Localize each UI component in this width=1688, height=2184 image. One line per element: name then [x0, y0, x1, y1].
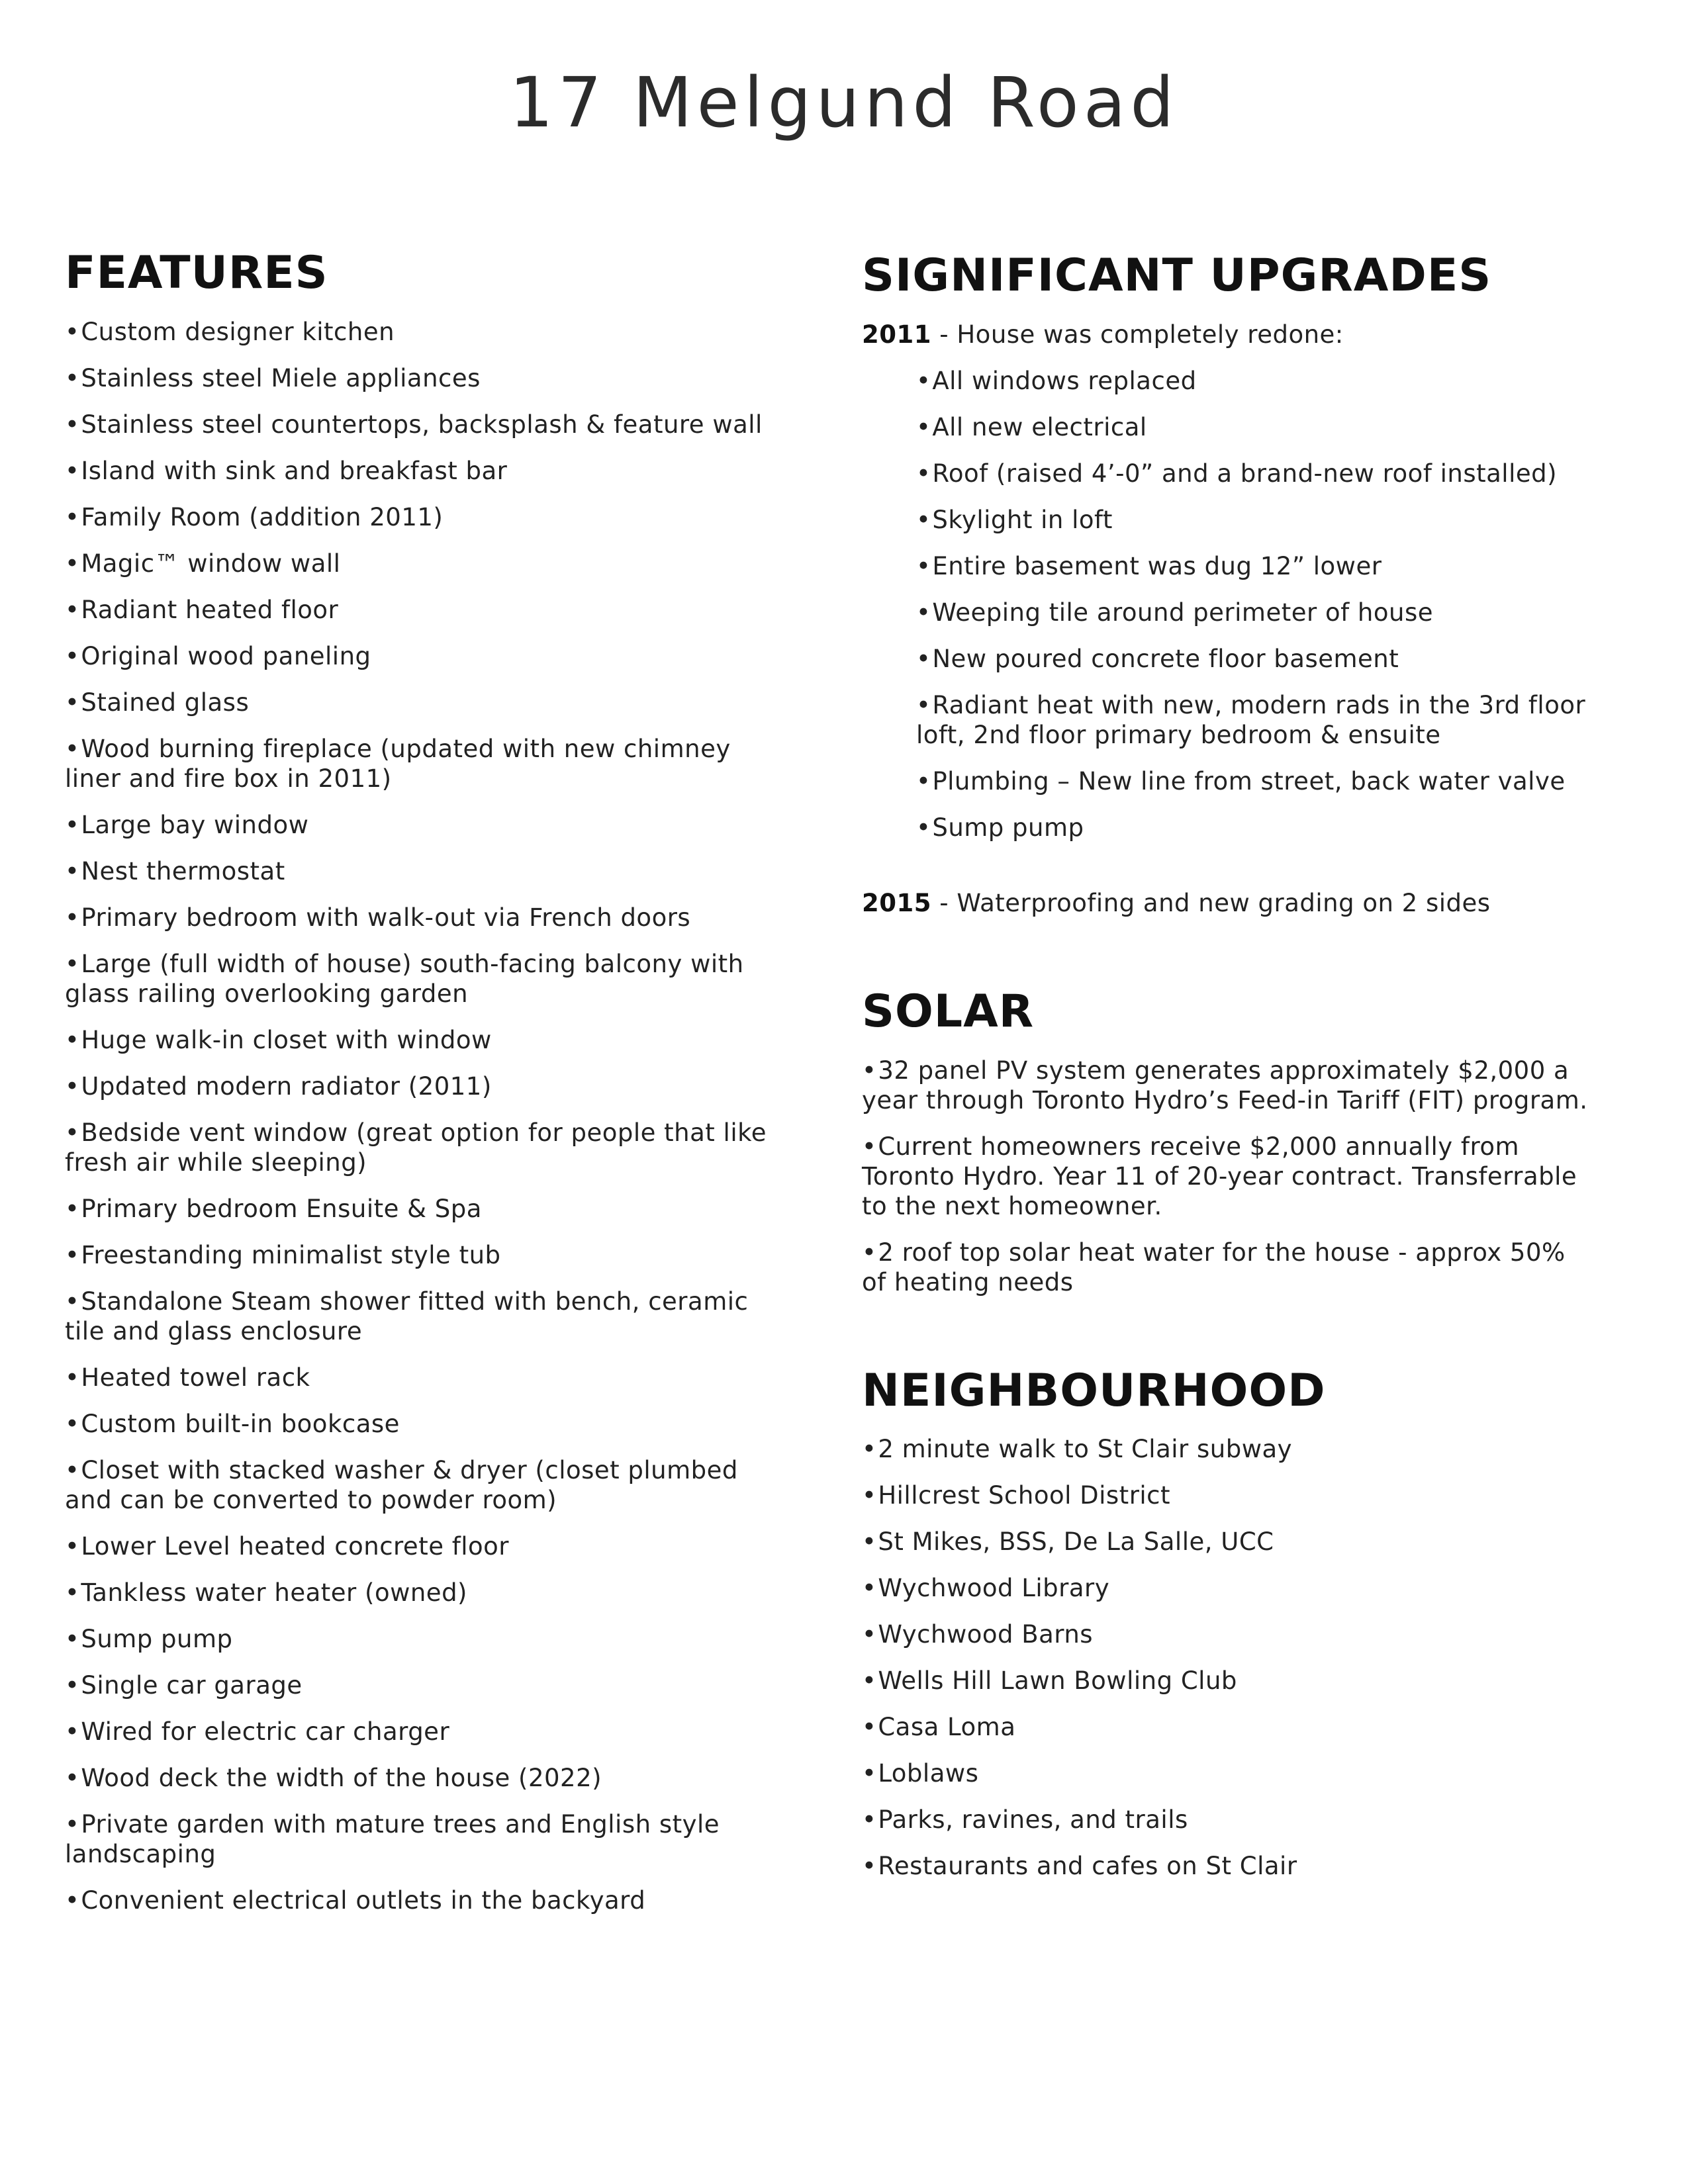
list-item: [862, 1480, 1597, 1510]
bullet: •: [862, 1805, 877, 1835]
list-item: [65, 1240, 793, 1270]
list-item: [65, 1071, 793, 1101]
list-item: [916, 598, 1597, 627]
upgrade-text: Roof (raised 4’-0” and a brand-new roof installed): [932, 459, 1558, 488]
upgrade-text: Sump pump: [932, 813, 1084, 842]
bullet: •: [862, 1481, 877, 1510]
neighbourhood-text: Loblaws: [878, 1759, 979, 1788]
feature-text: Island with sink and breakfast bar: [81, 456, 508, 485]
feature-text: Convenient electrical outlets in the backyard: [81, 1886, 646, 1915]
upgrades-list: [862, 366, 1597, 842]
list-item: [65, 1118, 793, 1177]
bullet: •: [916, 644, 931, 673]
neighbourhood-text: Wychwood Library: [878, 1574, 1110, 1603]
bullet: •: [65, 856, 80, 886]
list-item: [65, 1670, 793, 1700]
list-item: [916, 412, 1597, 442]
right-column: [862, 249, 1597, 1897]
features-section: [65, 249, 793, 1932]
list-item: [862, 1758, 1597, 1788]
feature-text: Tankless water heater (owned): [81, 1578, 467, 1607]
neighbourhood-text: Restaurants and cafes on St Clair: [878, 1852, 1297, 1881]
bullet: •: [65, 1287, 80, 1316]
bullet: •: [862, 1759, 877, 1788]
features-heading: FEATURES: [65, 247, 328, 299]
list-item: [65, 856, 793, 886]
feature-text: Primary bedroom Ensuite & Spa: [81, 1194, 482, 1223]
list-item: [65, 1886, 793, 1915]
bullet: •: [65, 688, 80, 717]
feature-text: Wired for electric car charger: [81, 1717, 450, 1746]
feature-text: Heated towel rack: [81, 1363, 310, 1392]
bullet: •: [862, 1666, 877, 1696]
spacer: [862, 934, 1597, 987]
list-item: [862, 1434, 1597, 1464]
bullet: •: [916, 551, 931, 580]
bullet: •: [862, 1574, 877, 1603]
upgrade-2015-line: [862, 888, 1597, 918]
feature-text: Radiant heated floor: [81, 595, 339, 624]
neighbourhood-text: 2 minute walk to St Clair subway: [878, 1435, 1293, 1464]
upgrade-2011-line: [862, 320, 1597, 349]
list-item: [65, 595, 793, 625]
list-item: [862, 1132, 1597, 1221]
feature-text: Wood burning fireplace (updated with new chimney liner and fire box in 2011): [65, 734, 731, 793]
feature-text: Sump pump: [81, 1624, 233, 1653]
upgrades-section: [862, 251, 1597, 918]
list-item: [65, 549, 793, 578]
list-item: [862, 1712, 1597, 1742]
bullet: •: [65, 1409, 80, 1438]
bullet: •: [65, 317, 80, 346]
bullet: •: [65, 1025, 80, 1054]
solar-text: 2 roof top solar heat water for the house - approx 50% of heating needs: [862, 1238, 1566, 1297]
feature-text: Stained glass: [81, 688, 250, 717]
upgrade-text: All windows replaced: [932, 366, 1197, 395]
solar-section: [862, 987, 1597, 1297]
solar-text: Current homeowners receive $2,000 annually from Toronto Hydro. Year 11 of 20-year contract. Transferrable to the next homeowner.: [862, 1132, 1577, 1220]
bullet: •: [65, 1670, 80, 1700]
bullet: •: [65, 1240, 80, 1269]
upgrade-text: Radiant heat with new, modern rads in the 3rd floor loft, 2nd floor primary bedroom & ensuite: [916, 690, 1586, 749]
features-list: [65, 317, 793, 1915]
neighbourhood-text: St Mikes, BSS, De La Salle, UCC: [878, 1527, 1274, 1557]
neighbourhood-section: [862, 1364, 1597, 1882]
bullet: •: [862, 1852, 877, 1881]
feature-text: Large (full width of house) south-facing balcony with glass railing overlooking garden: [65, 949, 744, 1008]
list-item: [916, 813, 1597, 842]
feature-text: Updated modern radiator (2011): [81, 1071, 492, 1101]
feature-text: Nest thermostat: [81, 856, 285, 886]
feature-text: Huge walk-in closet with window: [81, 1025, 492, 1054]
upgrade-year-text: - House was completely redone:: [931, 320, 1344, 349]
bullet: •: [916, 690, 931, 719]
list-item: [65, 1624, 793, 1654]
upgrade-text: Plumbing – New line from street, back water valve: [932, 766, 1566, 796]
list-item: [862, 1056, 1597, 1115]
feature-text: Stainless steel countertops, backsplash & feature wall: [81, 410, 763, 439]
bullet: •: [65, 1071, 80, 1101]
bullet: •: [65, 810, 80, 839]
list-item: [65, 734, 793, 794]
upgrade-text: New poured concrete floor basement: [932, 644, 1399, 673]
neighbourhood-text: Hillcrest School District: [878, 1481, 1171, 1510]
feature-text: Original wood paneling: [81, 641, 371, 670]
bullet: •: [65, 502, 80, 531]
list-item: [65, 1531, 793, 1561]
list-item: [65, 688, 793, 717]
list-item: [862, 1805, 1597, 1835]
upgrade-text: All new electrical: [932, 412, 1147, 441]
feature-text: Single car garage: [81, 1670, 303, 1700]
spacer: [862, 859, 1597, 888]
list-item: [65, 1287, 793, 1346]
list-item: [65, 810, 793, 840]
list-item: [65, 1194, 793, 1224]
list-item: [916, 459, 1597, 488]
bullet: •: [916, 412, 931, 441]
bullet: •: [65, 1363, 80, 1392]
list-item: [65, 410, 793, 439]
list-item: [862, 1666, 1597, 1696]
list-item: [916, 366, 1597, 396]
spacer: [862, 1314, 1597, 1367]
bullet: •: [916, 505, 931, 534]
bullet: •: [862, 1435, 877, 1464]
neighbourhood-text: Parks, ravines, and trails: [878, 1805, 1188, 1835]
neighbourhood-heading: NEIGHBOURHOOD: [862, 1364, 1326, 1417]
bullet: •: [65, 1118, 80, 1147]
bullet: •: [862, 1238, 877, 1267]
upgrade-text: Entire basement was dug 12” lower: [932, 551, 1382, 580]
list-item: [65, 456, 793, 486]
list-item: [65, 1025, 793, 1055]
neighbourhood-text: Casa Loma: [878, 1713, 1016, 1742]
bullet: •: [65, 1809, 80, 1839]
upgrade-text: Weeping tile around perimeter of house: [932, 598, 1433, 627]
list-item: [862, 1573, 1597, 1603]
bullet: •: [65, 363, 80, 392]
list-item: [65, 1578, 793, 1608]
bullet: •: [862, 1132, 877, 1161]
list-item: [65, 641, 793, 671]
solar-heading: SOLAR: [862, 985, 1035, 1038]
upgrade-text: Skylight in loft: [932, 505, 1113, 534]
feature-text: Closet with stacked washer & dryer (closet plumbed and can be converted to powder room): [65, 1455, 738, 1514]
feature-text: Custom designer kitchen: [81, 317, 395, 346]
neighbourhood-text: Wychwood Barns: [878, 1620, 1094, 1649]
bullet: •: [65, 410, 80, 439]
bullet: •: [916, 766, 931, 796]
bullet: •: [862, 1527, 877, 1557]
feature-text: Bedside vent window (great option for people that like fresh air while sleeping): [65, 1118, 767, 1177]
neighbourhood-text: Wells Hill Lawn Bowling Club: [878, 1666, 1237, 1696]
upgrades-heading: SIGNIFICANT UPGRADES: [862, 250, 1492, 302]
list-item: [65, 949, 793, 1009]
list-item: [862, 1619, 1597, 1649]
bullet: •: [916, 366, 931, 395]
bullet: •: [65, 1531, 80, 1561]
bullet: •: [916, 813, 931, 842]
list-item: [65, 317, 793, 347]
bullet: •: [65, 1624, 80, 1653]
bullet: •: [862, 1620, 877, 1649]
list-item: [862, 1238, 1597, 1297]
bullet: •: [65, 949, 80, 978]
list-item: [65, 502, 793, 532]
neighbourhood-list: [862, 1434, 1597, 1881]
upgrade-year: 2015: [862, 888, 931, 917]
list-item: [916, 766, 1597, 796]
feature-text: Wood deck the width of the house (2022): [81, 1763, 602, 1792]
bullet: •: [65, 1886, 80, 1915]
bullet: •: [862, 1713, 877, 1742]
list-item: [65, 1409, 793, 1439]
bullet: •: [862, 1056, 877, 1085]
list-item: [65, 903, 793, 933]
bullet: •: [65, 549, 80, 578]
solar-list: [862, 1056, 1597, 1297]
bullet: •: [65, 1455, 80, 1484]
solar-text: 32 panel PV system generates approximately $2,000 a year through Toronto Hydro’s Feed-in Tariff (FIT) program.: [862, 1056, 1588, 1115]
bullet: •: [65, 1194, 80, 1223]
feature-text: Custom built-in bookcase: [81, 1409, 400, 1438]
upgrade-year: 2011: [862, 320, 931, 349]
list-item: [65, 1717, 793, 1747]
bullet: •: [65, 1578, 80, 1607]
list-item: [916, 505, 1597, 535]
list-item: [916, 690, 1597, 750]
bullet: •: [916, 459, 931, 488]
feature-text: Lower Level heated concrete floor: [81, 1531, 510, 1561]
feature-text: Family Room (addition 2011): [81, 502, 444, 531]
list-item: [65, 1363, 793, 1392]
list-item: [65, 1763, 793, 1793]
bullet: •: [65, 1763, 80, 1792]
list-item: [916, 644, 1597, 674]
list-item: [862, 1527, 1597, 1557]
list-item: [862, 1851, 1597, 1881]
feature-text: Magic™ window wall: [81, 549, 341, 578]
feature-text: Stainless steel Miele appliances: [81, 363, 481, 392]
list-item: [916, 551, 1597, 581]
bullet: •: [65, 903, 80, 932]
page-title: 17 Melgund Road: [509, 62, 1179, 143]
bullet: •: [65, 595, 80, 624]
list-item: [65, 363, 793, 393]
feature-text: Large bay window: [81, 810, 309, 839]
feature-text: Primary bedroom with walk-out via French doors: [81, 903, 691, 932]
bullet: •: [65, 734, 80, 763]
bullet: •: [65, 641, 80, 670]
list-item: [65, 1455, 793, 1515]
list-item: [65, 1809, 793, 1869]
feature-text: Private garden with mature trees and English style landscaping: [65, 1809, 720, 1868]
feature-text: Standalone Steam shower fitted with bench, ceramic tile and glass enclosure: [65, 1287, 749, 1345]
feature-text: Freestanding minimalist style tub: [81, 1240, 501, 1269]
bullet: •: [65, 456, 80, 485]
upgrade-year-text: - Waterproofing and new grading on 2 sides: [931, 888, 1491, 917]
bullet: •: [916, 598, 931, 627]
bullet: •: [65, 1717, 80, 1746]
